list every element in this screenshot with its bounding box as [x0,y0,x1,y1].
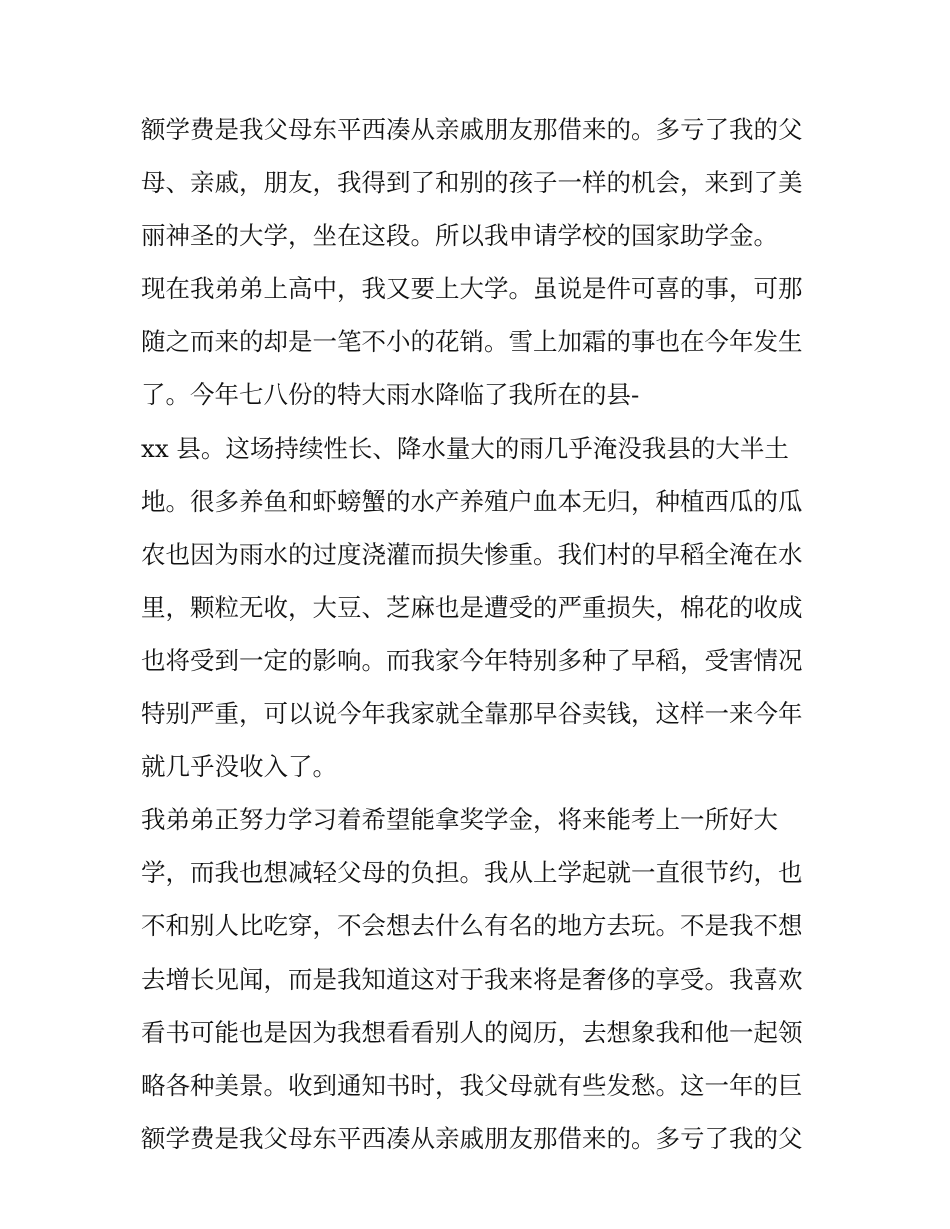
text-line: 了。今年七八份的特大雨水降临了我所在的县- [141,380,640,410]
text-line: 我弟弟正努力学习着希望能拿奖学金，将来能考上一所好大 [141,805,778,835]
text-line: 看书可能也是因为我想看看别人的阅历，去想象我和他一起领 [141,1017,803,1047]
text-line: 也将受到一定的影响。而我家今年特别多种了早稻，受害情况 [141,645,803,675]
text-line: 里，颗粒无收，大豆、芝麻也是遭受的严重损失，棉花的收成 [141,592,803,622]
text-line: 去增长见闻，而是我知道这对于我来将是奢侈的享受。我喜欢 [141,964,803,994]
text-line: 不和别人比吃穿，不会想去什么有名的地方去玩。不是我不想 [141,911,803,941]
text-line: xx 县。这场持续性长、降水量大的雨几乎淹没我县的大半土 [141,433,789,463]
text-line: 特别严重，可以说今年我家就全靠那早谷卖钱，这样一来今年 [141,699,803,729]
text-line: 地。很多养鱼和虾螃蟹的水产养殖户血本无归，种植西瓜的瓜 [141,486,803,516]
text-line: 额学费是我父母东平西凑从亲戚朋友那借来的。多亏了我的父 [141,1123,803,1153]
text-line: 母、亲戚，朋友，我得到了和别的孩子一样的机会，来到了美 [141,168,803,198]
text-line: 农也因为雨水的过度浇灌而损失惨重。我们村的早稻全淹在水 [141,539,803,569]
text-line: 略各种美景。收到通知书时，我父母就有些发愁。这一年的巨 [141,1070,803,1100]
body-text [141,103,813,1165]
text-line: 额学费是我父母东平西凑从亲戚朋友那借来的。多亏了我的父 [141,115,803,144]
text-line: 随之而来的却是一笔不小的花销。雪上加霜的事也在今年发生 [141,327,803,357]
text-line: 丽神圣的大学，坐在这段。所以我申请学校的国家助学金。 [141,221,778,251]
text-line: 就几乎没收入了。 [141,752,337,782]
text-line: 学，而我也想减轻父母的负担。我从上学起就一直很节约，也 [141,858,803,888]
text-line: 现在我弟弟上高中，我又要上大学。虽说是件可喜的事，可那 [141,274,803,304]
